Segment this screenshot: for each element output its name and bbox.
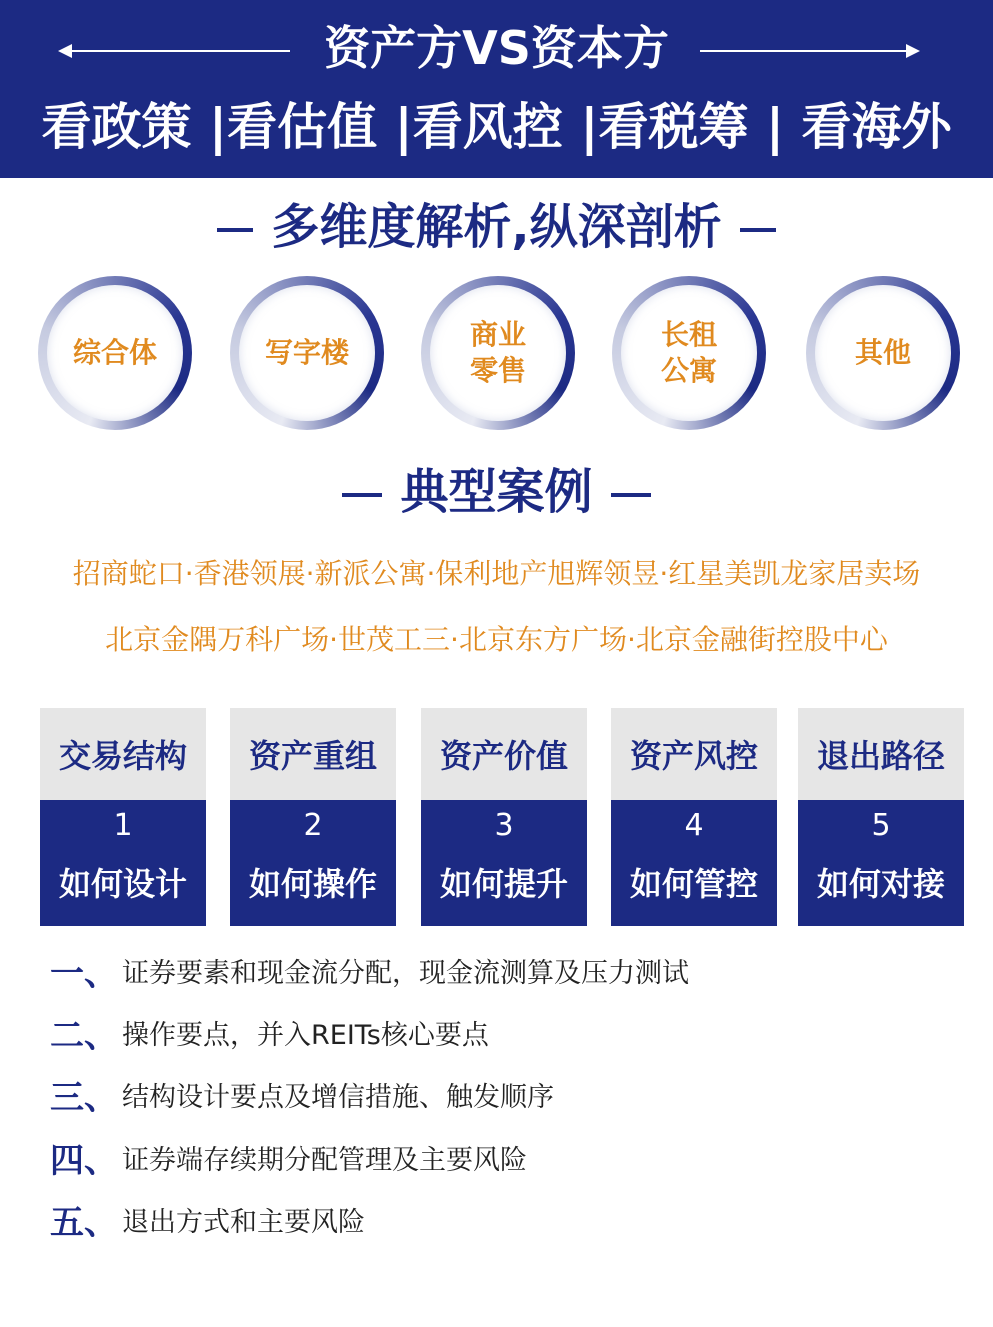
- box-action: 如何管控: [629, 865, 758, 903]
- box-action: 如何操作: [248, 865, 377, 903]
- circle-item: [612, 276, 766, 430]
- list-text: 证券要素和现金流分配，现金流测算及压力测试: [122, 958, 689, 989]
- list-number: 五、: [50, 1203, 118, 1243]
- list-item: [50, 1076, 554, 1120]
- analysis-heading: [0, 195, 993, 259]
- list-number: 四、: [50, 1141, 118, 1181]
- list-number: 二、: [50, 1016, 118, 1056]
- arrow-right-icon: [906, 44, 920, 58]
- box-number: 3: [494, 808, 514, 843]
- arrow-right-line: [700, 50, 910, 52]
- box-title: 资产重组: [248, 737, 377, 775]
- cases-line-1: 招商蛇口·香港领展·新派公寓·保利地产旭辉领昱·红星美凯龙家居卖场: [72, 557, 921, 590]
- cases-line-2: 北京金隅万科广场·世茂工三·北京东方广场·北京金融街控股中心: [105, 623, 888, 656]
- box-number: 4: [684, 808, 704, 843]
- list-number: 三、: [50, 1078, 118, 1118]
- analysis-heading-text: 多维度解析,纵深剖析: [271, 199, 722, 255]
- circle-label: 其他: [854, 336, 911, 369]
- asset-type-circles: [0, 276, 993, 436]
- box-title: 资产风控: [629, 737, 758, 775]
- list-text: 退出方式和主要风险: [122, 1207, 365, 1238]
- list-item: [50, 1139, 527, 1183]
- topic-box: [611, 708, 777, 926]
- heading-dash-left: [342, 493, 382, 497]
- topic-box: [421, 708, 587, 926]
- topic-box: [230, 708, 396, 926]
- box-action: 如何对接: [816, 865, 945, 903]
- list-item: [50, 1201, 365, 1245]
- box-action: 如何设计: [58, 865, 187, 903]
- box-action: 如何提升: [439, 865, 568, 903]
- box-title: 交易结构: [58, 737, 187, 775]
- list-number: 一、: [50, 954, 118, 994]
- circle-label: 写字楼: [265, 336, 350, 369]
- box-title: 资产价值: [439, 737, 568, 775]
- circle-item: [230, 276, 384, 430]
- circle-label: 综合体: [73, 336, 158, 369]
- circle-label: 商业 零售: [469, 318, 526, 387]
- header-banner: [0, 0, 993, 178]
- topic-box: [798, 708, 964, 926]
- list-item: [50, 1014, 489, 1058]
- box-title: 退出路径: [816, 737, 945, 775]
- banner-title: 资产方VS资本方: [324, 21, 669, 75]
- circle-label: 长租 公寓: [660, 318, 717, 387]
- heading-dash-left: [217, 228, 253, 232]
- list-item: [50, 952, 689, 996]
- cases-heading-text: 典型案例: [400, 464, 593, 520]
- list-text: 结构设计要点及增信措施、触发顺序: [122, 1082, 554, 1113]
- box-number: 5: [871, 808, 891, 843]
- circle-item: [421, 276, 575, 430]
- list-text: 操作要点，并入REITs核心要点: [122, 1020, 489, 1051]
- box-number: 2: [303, 808, 323, 843]
- box-number: 1: [113, 808, 133, 843]
- topic-box: [40, 708, 206, 926]
- circle-item: [38, 276, 192, 430]
- list-text: 证券端存续期分配管理及主要风险: [122, 1145, 527, 1176]
- circle-item: [806, 276, 960, 430]
- heading-dash-right: [740, 228, 776, 232]
- banner-subtitle: 看政策 |看估值 |看风控 |看税筹 | 看海外: [41, 98, 952, 156]
- heading-dash-right: [611, 493, 651, 497]
- cases-heading: [0, 460, 993, 524]
